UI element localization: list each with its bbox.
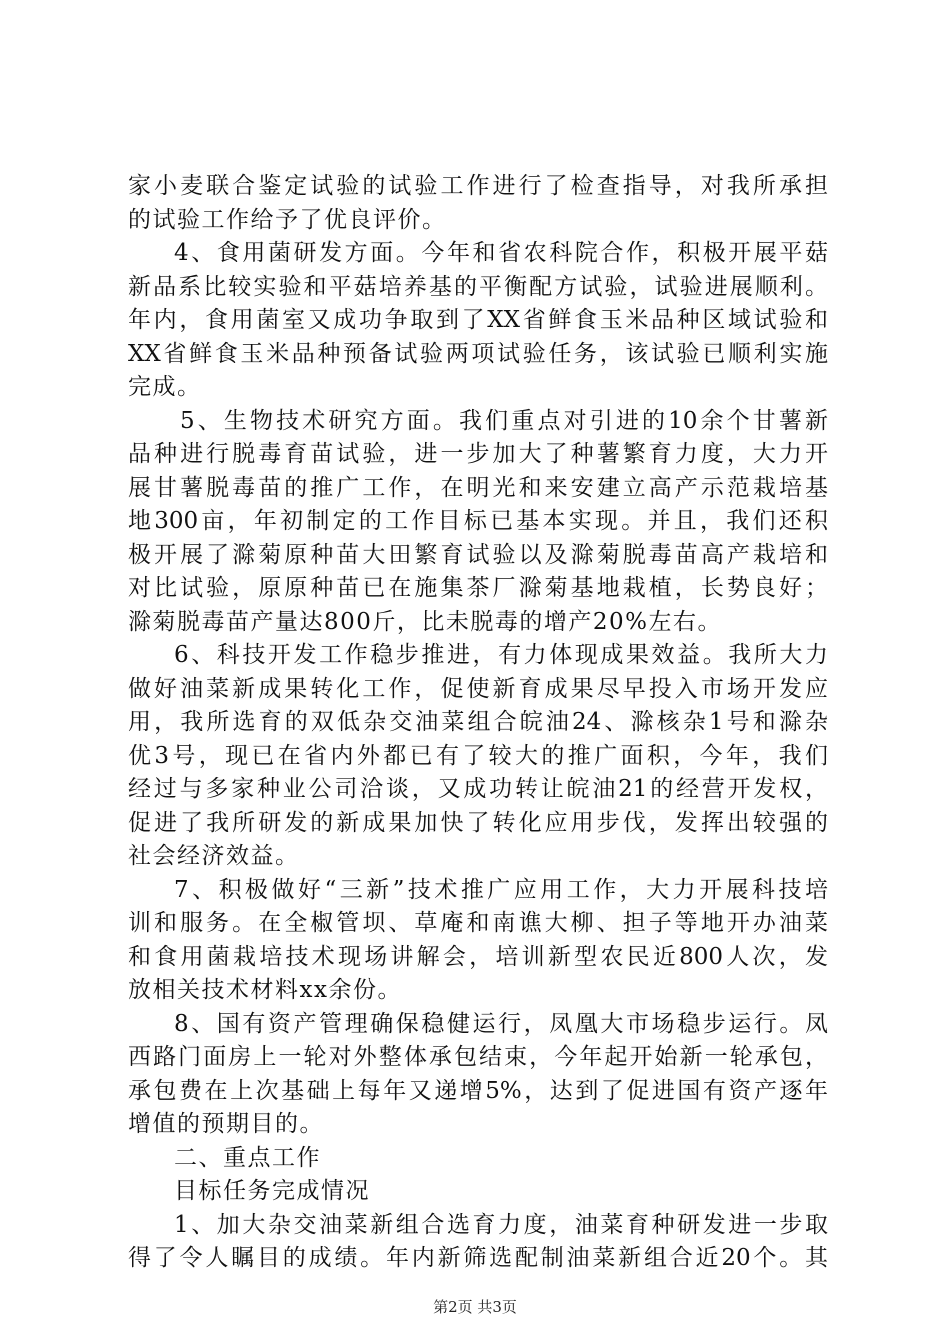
section-heading: 二、重点工作 <box>174 1144 321 1171</box>
text-line: XX省鲜食玉米品种预备试验两项试验任务，该试验已顺利实施 <box>128 340 828 367</box>
text-line: 做好油菜新成果转化工作，促使新育成果尽早投入市场开发应 <box>128 675 828 702</box>
document-body <box>128 170 828 1276</box>
text-line: 和食用菌栽培技术现场讲解会，培训新型农民近800人次，发 <box>128 943 828 970</box>
text-line: 西路门面房上一轮对外整体承包结束，今年起开始新一轮承包， <box>128 1044 828 1070</box>
paragraph-7-start: 7、积极做好“三新”技术推广应用工作，大力开展科技培 <box>174 876 828 903</box>
text-line: 滁菊脱毒苗产量达800斤，比未脱毒的增产20%左右。 <box>128 608 723 635</box>
text-line: 经过与多家种业公司洽谈，又成功转让皖油21的经营开发权， <box>128 776 828 802</box>
paragraph-1-start: 1、加大杂交油菜新组合选育力度，油菜育种研发进一步取 <box>174 1211 828 1238</box>
paragraph-6-start: 6、科技开发工作稳步推进，有力体现成果效益。我所大力 <box>174 642 828 668</box>
text-line: 训和服务。在全椒管坝、草庵和南谯大柳、担子等地开办油菜 <box>128 910 828 936</box>
text-line: 得了令人瞩目的成绩。年内新筛选配制油菜新组合近20个。其 <box>128 1245 828 1271</box>
text-line: 的试验工作给予了优良评价。 <box>128 206 447 233</box>
subsection-heading: 目标任务完成情况 <box>174 1178 370 1204</box>
text-line: 放相关技术材料xx余份。 <box>128 977 402 1003</box>
text-line: 促进了我所研发的新成果加快了转化应用步伐，发挥出较强的 <box>128 809 828 836</box>
page-number: 第2页 共3页 <box>433 1298 517 1316</box>
paragraph-4-start: 4、食用菌研发方面。今年和省农科院合作，积极开展平菇 <box>174 240 828 266</box>
text-line: 品种进行脱毒育苗试验，进一步加大了种薯繁育力度，大力开 <box>128 441 828 467</box>
text-line: 极开展了滁菊原种苗大田繁育试验以及滁菊脱毒苗高产栽培和 <box>128 541 828 568</box>
text-line: 承包费在上次基础上每年又递增5%，达到了促进国有资产逐年 <box>128 1077 828 1104</box>
text-line: 优3号，现已在省内外都已有了较大的推广面积，今年，我们 <box>128 742 828 769</box>
text-line: 社会经济效益。 <box>128 843 300 869</box>
text-line: 完成。 <box>128 374 202 400</box>
text-line: 展甘薯脱毒苗的推广工作，在明光和来安建立高产示范栽培基 <box>128 474 828 501</box>
paragraph-8-start: 8、国有资产管理确保稳健运行，凤凰大市场稳步运行。凤 <box>174 1010 828 1037</box>
text-line: 新品系比较实验和平菇培养基的平衡配方试验，试验进展顺利。 <box>128 273 828 300</box>
text-line: 家小麦联合鉴定试验的试验工作进行了检查指导，对我所承担 <box>128 173 828 199</box>
text-line: 用，我所选育的双低杂交油菜组合皖油24、滁核杂1号和滁杂 <box>128 709 828 735</box>
text-line: 年内，食用菌室又成功争取到了XX省鲜食玉米品种区域试验和 <box>128 307 828 333</box>
paragraph-5-start: 5、生物技术研究方面。我们重点对引进的10余个甘薯新 <box>180 407 828 434</box>
text-line: 增值的预期目的。 <box>128 1111 324 1137</box>
text-line: 地300亩，年初制定的工作目标已基本实现。并且，我们还积 <box>128 508 828 534</box>
text-line: 对比试验，原原种苗已在施集茶厂滁菊基地栽植，长势良好； <box>128 575 828 601</box>
